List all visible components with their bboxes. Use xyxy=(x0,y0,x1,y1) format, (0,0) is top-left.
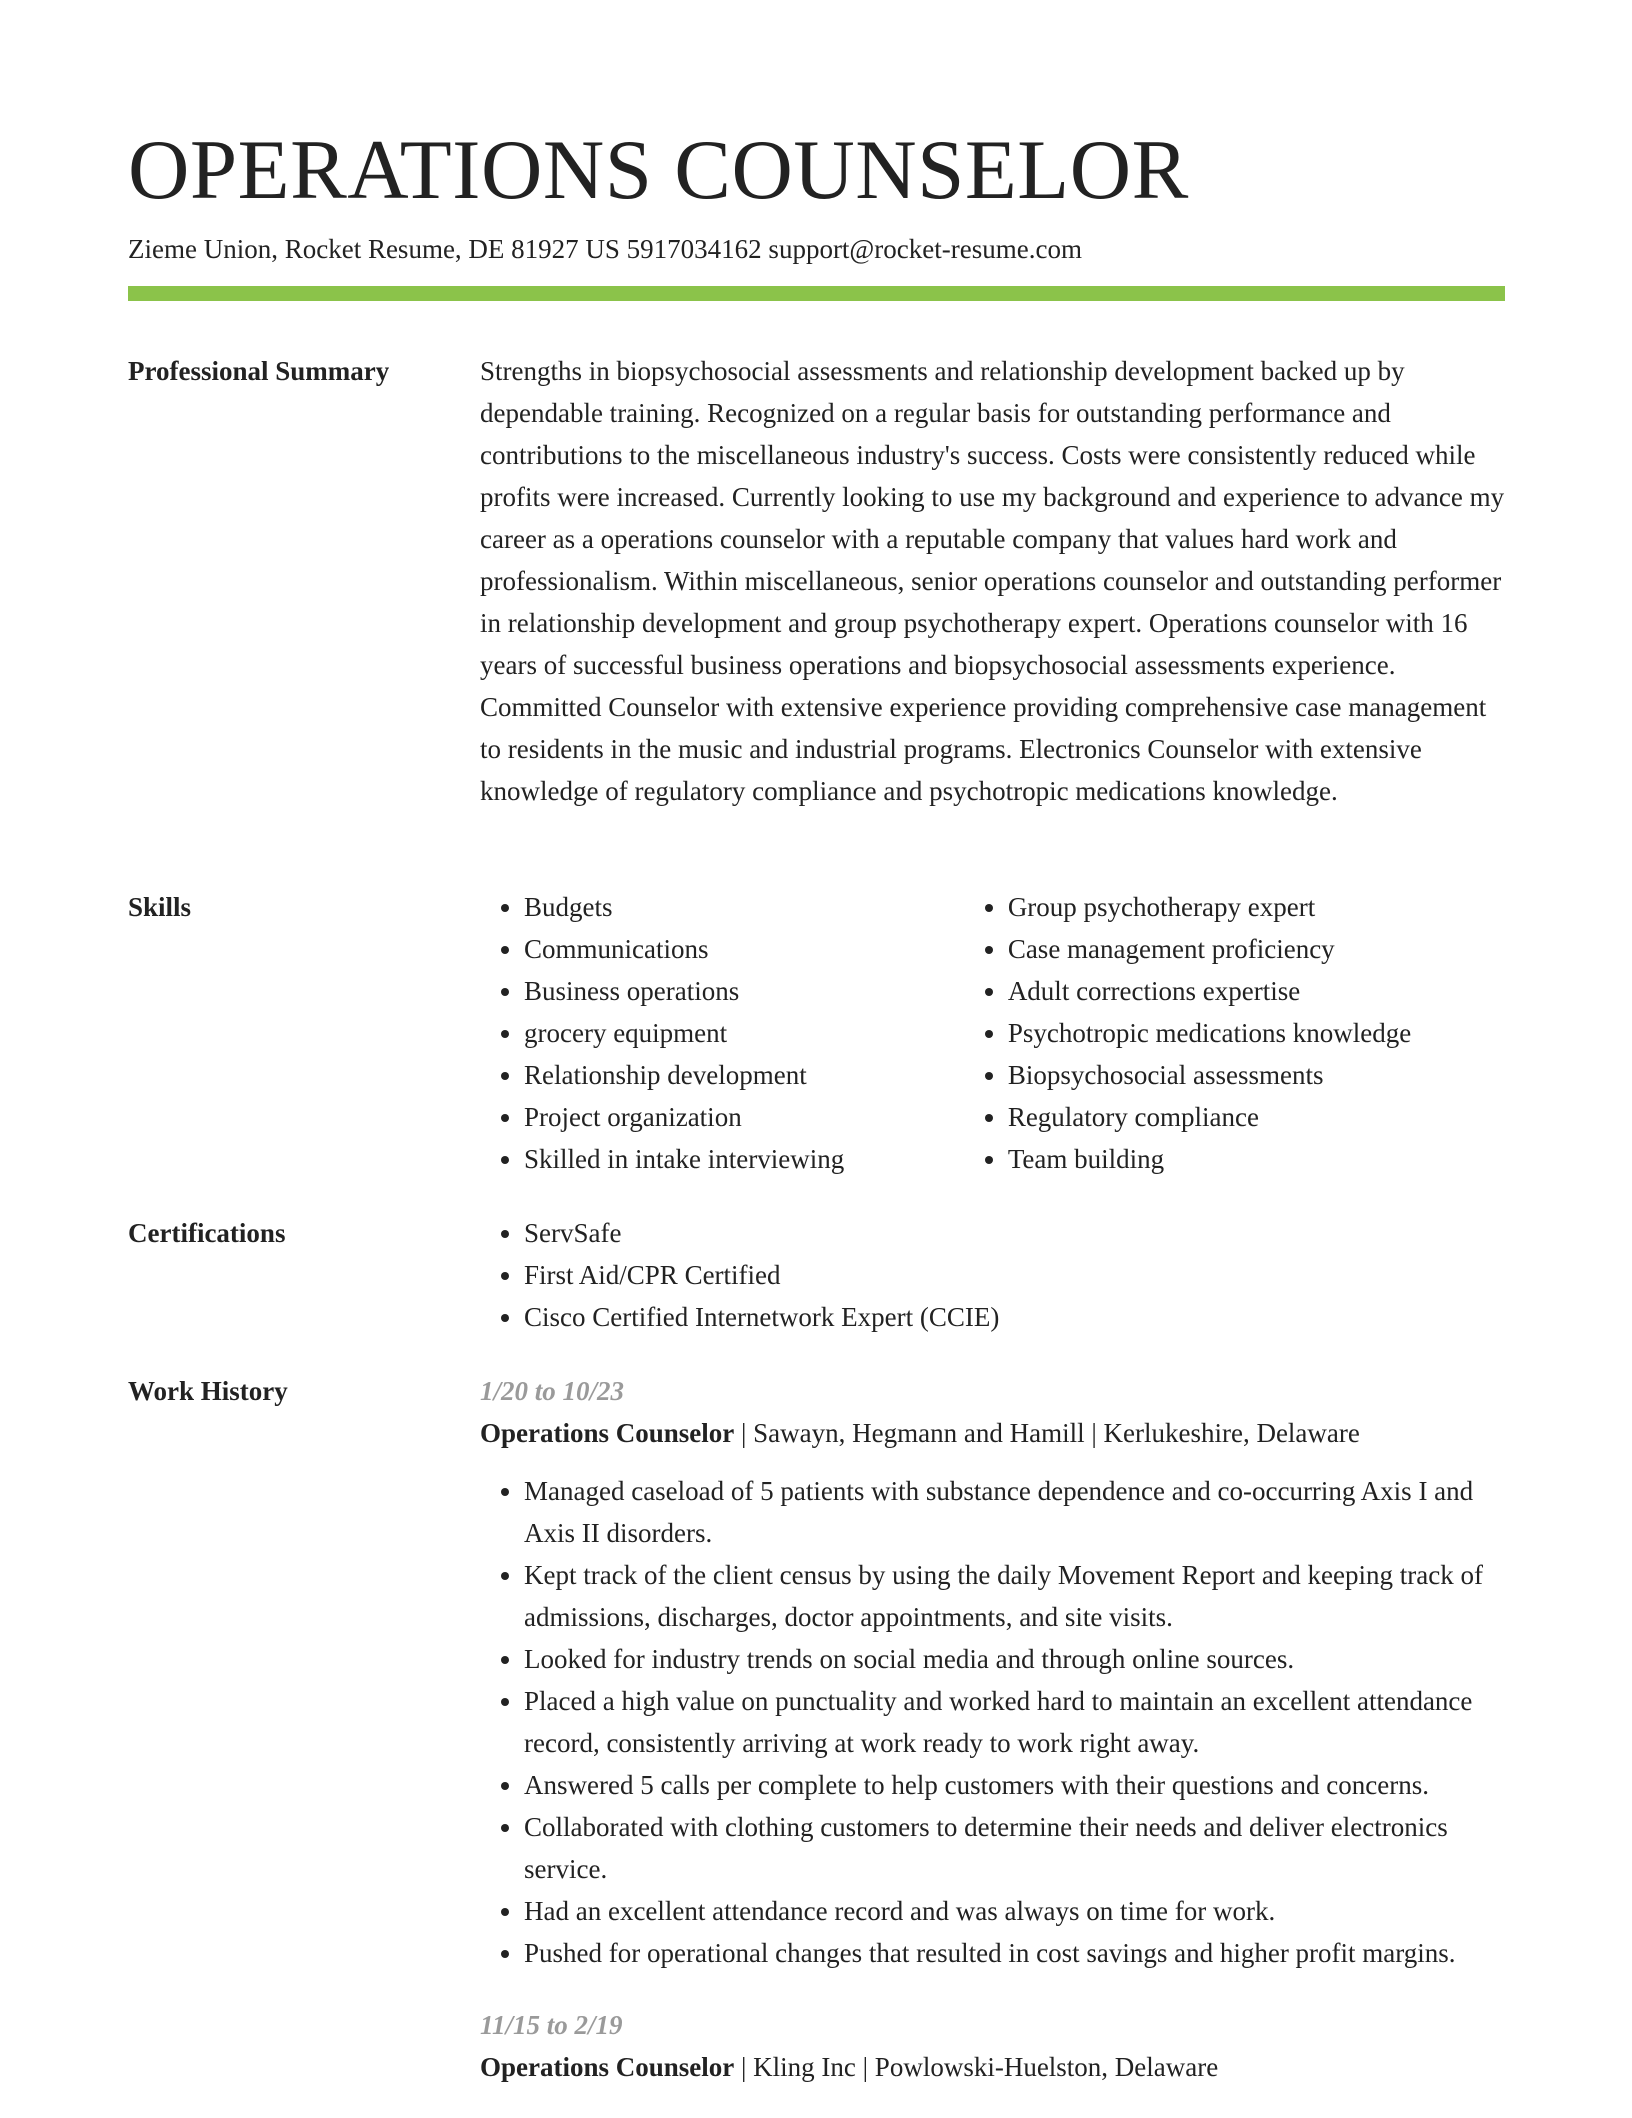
resume-title: OPERATIONS COUNSELOR xyxy=(128,123,1189,217)
work-history-body xyxy=(480,1370,1505,2118)
skills-label: Skills xyxy=(128,892,192,922)
certifications-label: Certifications xyxy=(128,1218,286,1248)
job-entry xyxy=(480,2004,1505,2088)
job-entry xyxy=(480,1370,1505,1974)
job-bullets xyxy=(480,1470,1505,1974)
job-details: | Sawayn, Hegmann and Hamill | Kerlukeshire, Delaware xyxy=(734,1418,1360,1448)
skill-item: • Communications xyxy=(524,928,964,970)
job-title: Operations Counselor xyxy=(480,2052,735,2082)
skill-item: • Relationship development xyxy=(524,1054,964,1096)
job-bullet: • Collaborated with clothing customers to determine their needs and deliver electronics service. xyxy=(524,1806,1505,1890)
certification-item: • Cisco Certified Internetwork Expert (CCIE) xyxy=(524,1296,1505,1338)
skill-item: • Psychotropic medications knowledge xyxy=(1008,1012,1505,1054)
summary-body xyxy=(480,350,1505,812)
job-heading xyxy=(480,1412,1505,1454)
accent-divider xyxy=(128,286,1505,301)
skill-item: • Case management proficiency xyxy=(1008,928,1505,970)
work-history-label: Work History xyxy=(128,1376,288,1406)
job-bullet: • Managed caseload of 5 patients with substance dependence and co-occurring Axis I and Axis II disorders. xyxy=(524,1470,1505,1554)
certifications-body xyxy=(480,1212,1505,1338)
skill-item: • Project organization xyxy=(524,1096,964,1138)
certifications-list xyxy=(480,1212,1505,1338)
skill-item: • Adult corrections expertise xyxy=(1008,970,1505,1012)
skills-list-left xyxy=(480,886,964,1180)
contact-line: Zieme Union, Rocket Resume, DE 81927 US 5917034162 support@rocket-resume.com xyxy=(128,234,1082,264)
summary-label: Professional Summary xyxy=(128,356,390,386)
skills-columns xyxy=(480,886,1505,1180)
certification-item: • ServSafe xyxy=(524,1212,1505,1254)
skill-item: • Skilled in intake interviewing xyxy=(524,1138,964,1180)
job-details: | Kling Inc | Powlowski-Huelston, Delaware xyxy=(734,2052,1219,2082)
skills-list-right xyxy=(964,886,1505,1180)
skill-item: • Team building xyxy=(1008,1138,1505,1180)
job-bullet: • Looked for industry trends on social media and through online sources. xyxy=(524,1638,1505,1680)
skill-item: • Biopsychosocial assessments xyxy=(1008,1054,1505,1096)
job-bullet: • Placed a high value on punctuality and worked hard to maintain an excellent attendance record, consistently arriving at work ready to work right away. xyxy=(524,1680,1505,1764)
skill-item: • Group psychotherapy expert xyxy=(1008,886,1505,928)
certification-item: • First Aid/CPR Certified xyxy=(524,1254,1505,1296)
job-heading xyxy=(480,2046,1505,2088)
skill-item: • grocery equipment xyxy=(524,1012,964,1054)
job-bullet: • Pushed for operational changes that resulted in cost savings and higher profit margins. xyxy=(524,1932,1505,1974)
job-bullet: • Had an excellent attendance record and was always on time for work. xyxy=(524,1890,1505,1932)
job-bullet: • Answered 5 calls per complete to help customers with their questions and concerns. xyxy=(524,1764,1505,1806)
job-dates: 11/15 to 2/19 xyxy=(480,2010,623,2040)
job-bullet: • Kept track of the client census by using the daily Movement Report and keeping track of admissions, discharges, doctor appointments, and site visits. xyxy=(524,1554,1505,1638)
job-dates: 1/20 to 10/23 xyxy=(480,1376,625,1406)
summary-text: Strengths in biopsychosocial assessments and relationship development backed up by dependable training. Recognized on a regular basis for outstanding performance and contributions to the miscellaneous industry's success. Costs were consistently reduced while profits were increased. Currently looking to use my background and experience to advance my career as a operations counselor with a reputable company that values hard work and professionalism. Within miscellaneous, senior operations counselor and outstanding performer in relationship development and group psychotherapy expert. Operations counselor with 16 years of successful business operations and biopsychosocial assessments experience. Committed Counselor with extensive experience providing comprehensive case management to residents in the music and industrial programs. Electronics Counselor with extensive knowledge of regulatory compliance and psychotropic medications knowledge. xyxy=(480,356,1505,806)
skill-item: • Budgets xyxy=(524,886,964,928)
skills-body xyxy=(480,886,1505,1180)
skill-item: • Business operations xyxy=(524,970,964,1012)
job-title: Operations Counselor xyxy=(480,1418,735,1448)
skill-item: • Regulatory compliance xyxy=(1008,1096,1505,1138)
